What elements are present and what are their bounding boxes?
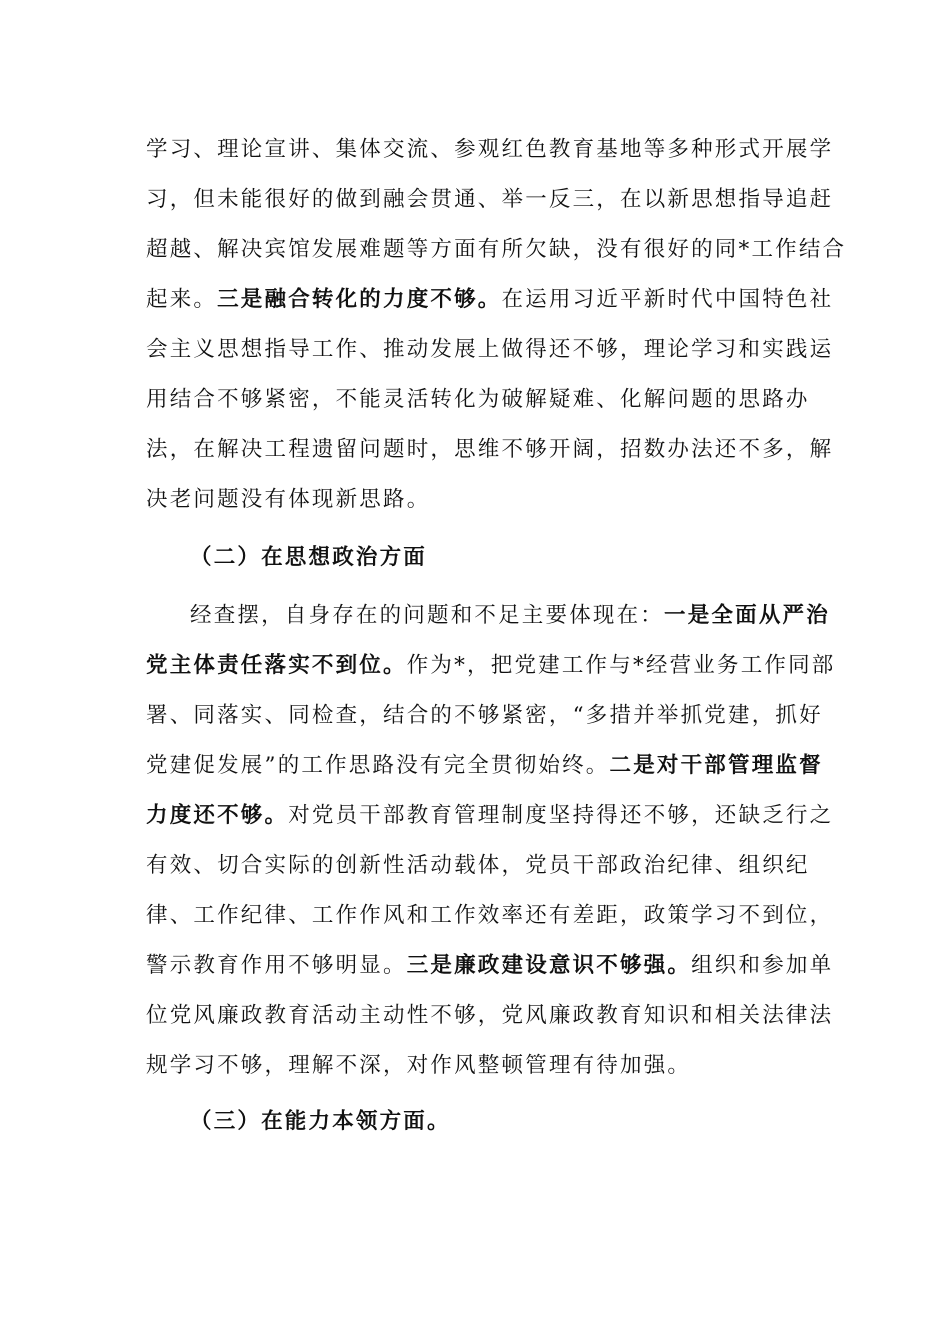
section-heading — [190, 538, 427, 578]
text-run: 用结合不够紧密，不能灵活转化为破解疑难、化解问题的思路办 — [146, 387, 810, 412]
text-run: 党建促发展”的工作思路没有完全贯彻始终。 — [146, 753, 610, 778]
text-line — [146, 180, 833, 220]
bold-run: 二是对干部管理监督 — [609, 753, 823, 778]
text-line — [146, 380, 810, 420]
text-run: 会主义思想指导工作、推动发展上做得还不够，理论学习和实践运 — [146, 337, 834, 362]
text-line — [146, 746, 823, 786]
text-run: 经查摆，自身存在的问题和不足主要体现在： — [190, 603, 665, 628]
text-run: 位党风廉政教育活动主动性不够，党风廉政教育知识和相关法律法 — [146, 1003, 834, 1028]
bold-run: 力度还不够。 — [146, 803, 289, 828]
text-run: 对党员干部教育管理制度坚持得还不够，还缺乏行之 — [288, 803, 834, 828]
heading-text: （三）在能力本领方面。 — [190, 1109, 451, 1134]
text-run: 规学习不够，理解不深，对作风整顿管理有待加强。 — [146, 1053, 692, 1078]
text-line — [146, 896, 833, 936]
text-line — [146, 1046, 691, 1086]
text-run: 署、同落实、同检查，结合的不够紧密，“多措并举抓党建，抓好 — [146, 703, 823, 728]
bold-run: 三是廉政建设意识不够强。 — [406, 953, 692, 978]
heading-text: （二）在思想政治方面 — [190, 545, 428, 570]
bold-run: 党主体责任落实不到位。 — [146, 653, 407, 678]
text-line — [146, 946, 833, 986]
text-run: 在运用习近平新时代中国特色社 — [501, 287, 834, 312]
text-line — [146, 130, 833, 170]
text-run: 有效、切合实际的创新性活动载体，党员干部政治纪律、组织纪 — [146, 853, 810, 878]
text-run: 律、工作纪律、工作作风和工作效率还有差距，政策学习不到位， — [146, 903, 834, 928]
text-run: 法，在解决工程遗留问题时，思维不够开阔，招数办法还不多，解 — [146, 437, 834, 462]
text-run: 警示教育作用不够明显。 — [146, 953, 407, 978]
text-line — [146, 696, 823, 736]
text-run: 起来。 — [146, 287, 218, 312]
text-run: 组织和参加单 — [691, 953, 834, 978]
bold-run: 三是融合转化的力度不够。 — [217, 287, 502, 312]
text-line — [146, 330, 833, 370]
text-line — [190, 596, 830, 636]
bold-run: 一是全面从严治 — [664, 603, 830, 628]
text-line — [146, 280, 833, 320]
text-run: 作为*，把党建工作与*经营业务工作同部 — [406, 653, 836, 678]
text-line — [146, 646, 836, 686]
text-line — [146, 230, 846, 270]
text-run: 超越、解决宾馆发展难题等方面有所欠缺，没有很好的同*工作结合 — [146, 237, 847, 262]
text-line — [146, 480, 430, 520]
text-line — [146, 846, 810, 886]
text-run: 学习、理论宣讲、集体交流、参观红色教育基地等多种形式开展学 — [146, 137, 834, 162]
text-line — [146, 796, 833, 836]
text-run: 决老问题没有体现新思路。 — [146, 487, 431, 512]
text-run: 习，但未能很好的做到融会贯通、举一反三，在以新思想指导追赶 — [146, 187, 834, 212]
section-heading — [190, 1102, 451, 1142]
text-line — [146, 996, 833, 1036]
text-line — [146, 430, 833, 470]
